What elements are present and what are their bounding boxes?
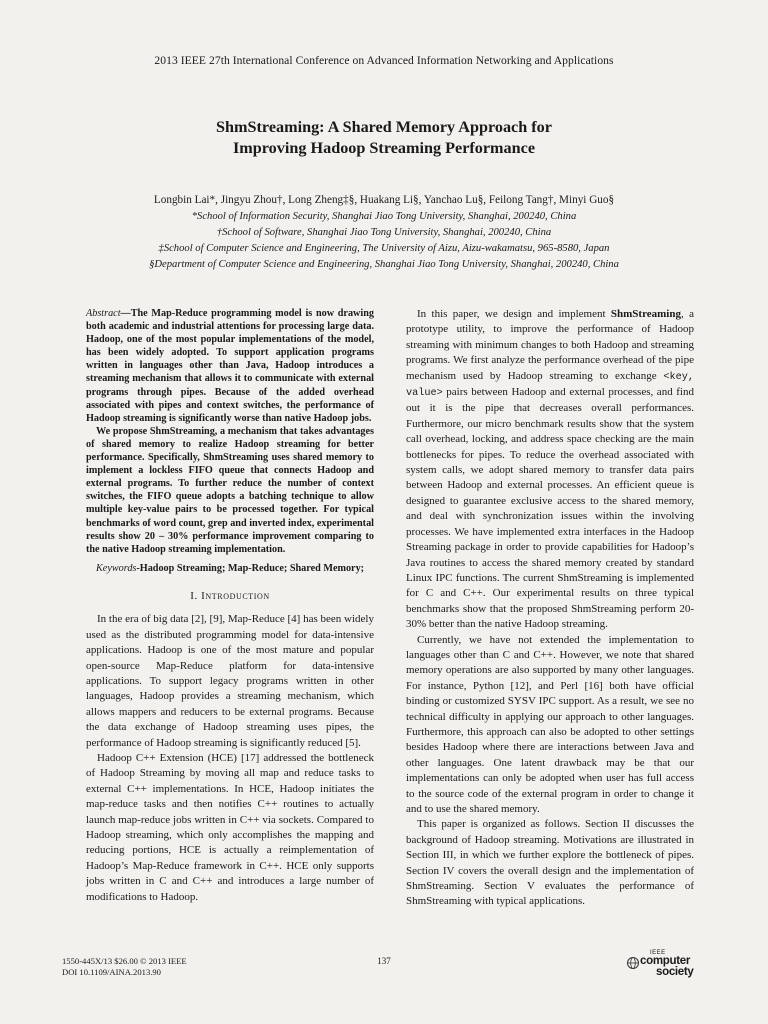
right-paragraph-2: Currently, we have not extended the implementation to languages other than C and C++. However, we note that shared memory operations are also supported by many other languages. For instance, Python [12], and Perl [16] both have official binding or customized SYSV IPC support. As a result, we see no technical difficulty in applying our approach to other languages. Furthermore, this approach can also be adopted to other settings besides Hadoop where there are interactions between Java and other languages. One latent drawback may be that our implementations can only be adopted when user has full access to the source code of the external program in order to change it and to use the shared memory. xyxy=(406,633,694,815)
affiliation-3: ‡School of Computer Science and Engineering, The University of Aizu, Aizu-wakamatsu, 965-8580, Japan xyxy=(158,243,610,254)
footer-doi: DOI 10.1109/AINA.2013.90 xyxy=(62,967,161,977)
footer-issn: 1550-445X/13 $26.00 © 2013 IEEE xyxy=(62,956,187,966)
abstract-paragraph-1 xyxy=(86,307,374,425)
page-number: 137 xyxy=(377,956,391,966)
rp1-code: <key, value> xyxy=(406,371,694,400)
computer-society-logo xyxy=(626,950,716,980)
globe-icon xyxy=(626,956,640,970)
keywords-lead: Keywords xyxy=(96,562,137,574)
right-column xyxy=(406,307,694,910)
title-line-2: Improving Hadoop Streaming Performance xyxy=(233,139,535,157)
right-paragraph-3: This paper is organized as follows. Section II discusses the background of Hadoop streaming. Motivations are illustrated in Section III, in which we further explore the bottleneck of pipes. Section IV covers the overall design and the implementation of ShmStreaming. Section V evaluates the performance of ShmStreaming with typical applications. xyxy=(406,818,694,908)
logo-society-text: society xyxy=(656,966,694,978)
paper-title xyxy=(0,117,768,159)
abstract-paragraph-2: We propose ShmStreaming, a mechanism that takes advantages of shared memory to realize Hadoop streaming for better performance. Specifically, ShmStreaming uses shared memory to implement a lockless FIFO queue that connects Hadoop and external programs. To further reduce the number of context switches, the FIFO queue adopts a batching technique to allow multiple key-value pairs to be processed together. For typical benchmarks of word count, grep and inverted index, experimental results show 20 – 30% performance improvement comparing to the native Hadoop streaming implementation. xyxy=(86,425,374,555)
left-column xyxy=(86,307,374,905)
affiliations xyxy=(0,209,768,273)
section-heading-introduction: I. Introduction xyxy=(190,589,270,602)
rp1-text-b: , a prototype utility, to improve the performance of Hadoop streaming with minimum changes to both Hadoop and streaming programs. We first analyze the performance overhead of the pipe mechanism used by Hadoop streaming to exchange xyxy=(406,308,694,382)
keywords-text: -Hadoop Streaming; Map-Reduce; Shared Memory; xyxy=(136,562,365,574)
affiliation-1: *School of Information Security, Shanghai Jiao Tong University, Shanghai, 200240, China xyxy=(191,211,577,222)
affiliation-2: †School of Software, Shanghai Jiao Tong University, Shanghai, 200240, China xyxy=(216,227,552,238)
logo-ieee-text: IEEE xyxy=(650,950,666,956)
title-line-1: ShmStreaming: A Shared Memory Approach for xyxy=(216,118,552,136)
keywords xyxy=(86,562,374,575)
rp1-bold-name: ShmStreaming xyxy=(610,308,681,320)
intro-paragraph-2: Hadoop C++ Extension (HCE) [17] addressed the bottleneck of Hadoop Streaming by moving all map and reduce tasks to external C++ implementations. In HCE, Hadoop initiates the map-reduce tasks and then notifies C++ routines to actually launch map-reduce jobs written in C++ via sockets. Compared to Hadoop streaming, which only accomplishes the mapping and reducing portions, HCE is actually a reimplementation of Hadoop’s Map-Reduce framework in C++. HCE only supports jobs written in C and C++ and introduces a large number of modifications to Hadoop. xyxy=(86,751,374,903)
conference-header: 2013 IEEE 27th International Conference on Advanced Information Networking and Applications xyxy=(154,54,614,67)
intro-paragraph-1: In the era of big data [2], [9], Map-Reduce [4] has been widely used as the distributed programming model for data-intensive applications. Hadoop is one of the most mature and popular open-source Map-Reduce platform for data-intensive applications. To support legacy programs written in other languages, Hadoop provides a streaming mechanism, which allows mappers and reducers to be external programs. Because the data exchange of Hadoop streaming uses pipes, the performance of Hadoop streaming is significantly reduced [5]. xyxy=(86,613,374,749)
affiliation-4: §Department of Computer Science and Engineering, Shanghai Jiao Tong University, Shanghai, 200240, China xyxy=(149,259,619,270)
author-list: Longbin Lai*, Jingyu Zhou†, Long Zheng‡§, Huakang Li§, Yanchao Lu§, Feilong Tang†, Minyi Guo§ xyxy=(153,194,615,206)
rp1-text-a: In this paper, we design and implement xyxy=(417,308,611,320)
abstract xyxy=(86,307,374,556)
right-paragraph-1 xyxy=(406,307,694,633)
abstract-text-1: —The Map-Reduce programming model is now drawing both academic and industrial attentions for processing large data. Hadoop, one of the most popular implementations of the model, has been widely adopted. To support application programs written in languages other than Java, Hadoop introduces a streaming mechanism that allows it to communicate with external programs through pipes. Because of the added overhead associated with pipes and context switches, the performance of Hadoop streaming is significantly worse than native Hadoop jobs. xyxy=(86,308,374,424)
rp1-text-c: pairs between Hadoop and external processes, and find out it is the pipe that decreases overall performances. Furthermore, our micro benchmark results show that the system call overhead, locking, and address space checking are the main bottlenecks for pipes. To reduce the overhead associated with system calls, we adopt shared memory to transfer data pairs between Hadoop and external processes. An efficient queue is designed to guarantee exclusive access to the shared memory, and deal with synchronization issues within the involving processes. We have implemented extra interfaces in the Hadoop Streaming package in order to provide capabilities for Hadoop’s Java routines to access the shared memory created by standard Linux IPC functions. The current ShmStreaming is implemented for C and C++. Our experimental results on three typical benchmarks show that the proposed ShmStreaming perform 20-30% better than the native Hadoop streaming. xyxy=(406,386,694,631)
logo-computer-text: computer xyxy=(640,955,690,967)
abstract-lead: Abstract xyxy=(86,308,121,319)
